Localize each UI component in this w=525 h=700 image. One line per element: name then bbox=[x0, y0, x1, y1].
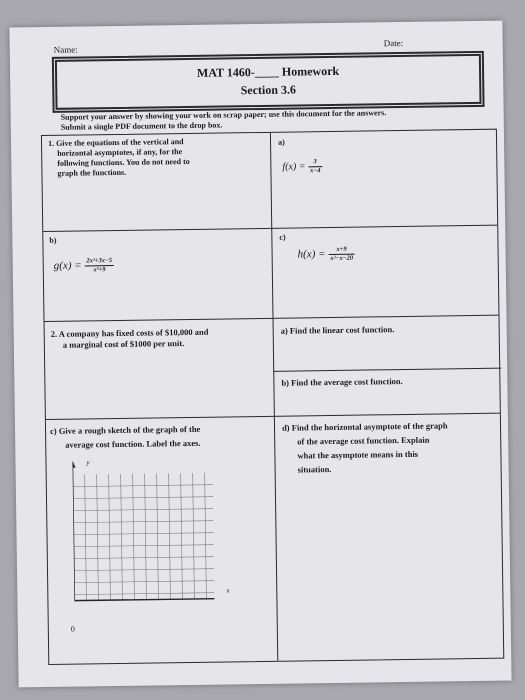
q2c-line-1: c) Give a rough sketch of the graph of the bbox=[49, 423, 201, 436]
x-axis-label: x bbox=[226, 586, 230, 595]
q2c-prompt bbox=[50, 422, 201, 452]
q1b-label: b) bbox=[49, 235, 57, 245]
worksheet-page bbox=[9, 21, 511, 688]
q1c-denominator: x²−x−20 bbox=[330, 254, 354, 263]
q2-prompt bbox=[51, 325, 209, 352]
q1a-label: a) bbox=[277, 137, 285, 147]
graph-gridlines bbox=[73, 473, 215, 601]
q1a-denominator: x−4 bbox=[310, 167, 321, 175]
q2d-prompt bbox=[282, 418, 448, 476]
q1-prompt-line-4: graph the functions. bbox=[57, 167, 127, 178]
y-axis-arrow-icon bbox=[72, 461, 75, 468]
question-grid bbox=[41, 129, 504, 665]
q1c-equation bbox=[298, 246, 356, 264]
q2-prompt-line-1: 2. A company has fixed costs of $10,000 and bbox=[50, 326, 209, 339]
q1-prompt-line-1: 1. Give the equations of the vertical and bbox=[47, 137, 184, 148]
q2-prompt-line-2: a marginal cost of $1000 per unit. bbox=[62, 338, 185, 350]
q2b-text: b) Find the average cost function. bbox=[281, 376, 403, 388]
column-divider bbox=[270, 133, 278, 661]
x-axis bbox=[74, 599, 214, 601]
q1c-fraction bbox=[328, 246, 355, 263]
q1a-numerator: 3 bbox=[308, 158, 323, 167]
q2d-line-4: situation. bbox=[297, 464, 332, 475]
q2c-line-2: average cost function. Label the axes. bbox=[65, 437, 201, 450]
q1b-equation bbox=[54, 257, 115, 275]
q1c-label: c) bbox=[279, 232, 286, 242]
q1b-fraction bbox=[84, 257, 114, 274]
q2d-line-1: d) Find the horizontal asymptote of the graph bbox=[281, 420, 448, 433]
q1b-numerator: 2x²+3x−5 bbox=[84, 257, 114, 266]
name-label: Name: bbox=[53, 44, 78, 55]
section-title: Section 3.6 bbox=[240, 82, 297, 98]
q2a-text: a) Find the linear cost function. bbox=[280, 324, 395, 336]
instructions-line-1: Support your answer by showing your work on scrap paper; use this document for the answers. bbox=[60, 108, 387, 122]
q1-prompt-line-3: following functions. You do not need to bbox=[57, 156, 190, 168]
y-axis bbox=[73, 465, 75, 601]
q1c-func: h(x) = bbox=[297, 248, 326, 261]
q1c-numerator: x+9 bbox=[328, 246, 355, 255]
q1-prompt bbox=[48, 137, 190, 179]
origin-label: 0 bbox=[70, 624, 75, 634]
q1b-func: g(x) = bbox=[53, 259, 82, 272]
blank-graph[interactable] bbox=[70, 458, 230, 634]
q1a-func: f(x) = bbox=[282, 161, 306, 173]
q1a-fraction bbox=[308, 158, 323, 175]
course-title: MAT 1460-____ Homework bbox=[196, 63, 340, 80]
q2d-line-3: what the asymptote means in this bbox=[297, 448, 419, 461]
date-label: Date: bbox=[383, 37, 404, 49]
graph-axes bbox=[72, 458, 234, 635]
q1-prompt-line-2: horizontal asymptotes, if any, for the bbox=[57, 147, 183, 158]
q1a-equation bbox=[282, 158, 322, 176]
row-divider-right bbox=[273, 368, 501, 372]
q1b-denominator: x²+9 bbox=[93, 266, 106, 274]
title-box bbox=[52, 51, 485, 113]
y-axis-label: y bbox=[86, 458, 90, 467]
instructions-line-2: Submit a single PDF document to the drop box. bbox=[60, 120, 223, 132]
q2d-line-2: of the average cost function. Explain bbox=[297, 434, 430, 447]
